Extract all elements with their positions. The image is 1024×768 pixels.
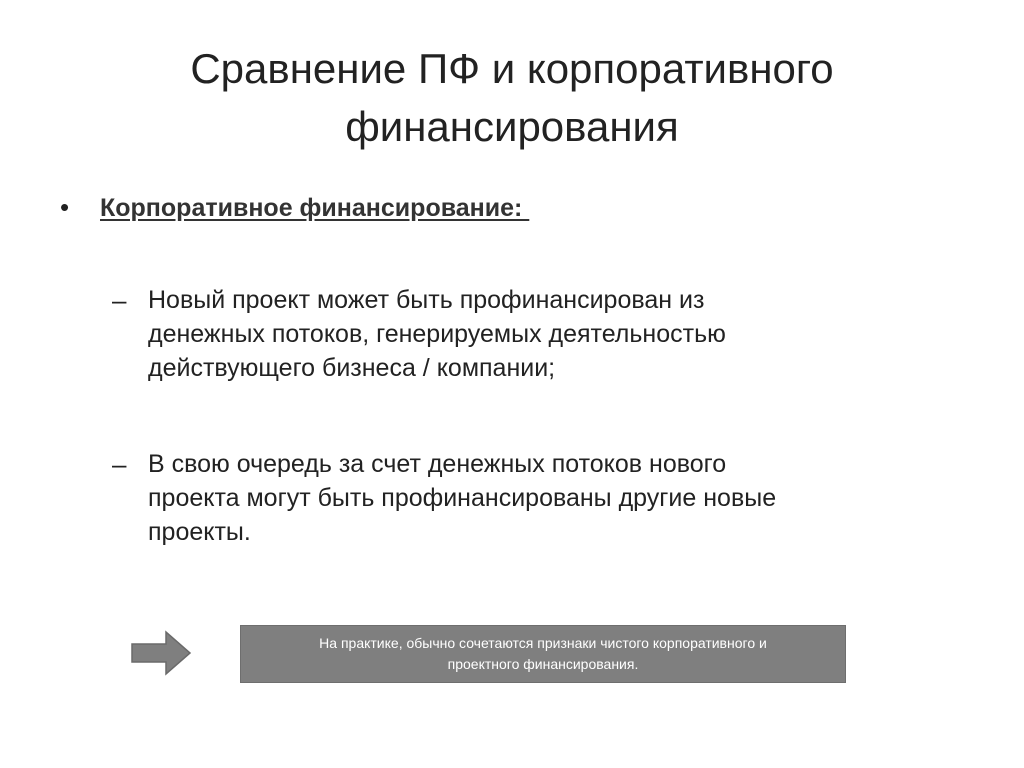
note-line: проектного финансирования.: [447, 656, 639, 672]
note-line: На практике, обычно сочетаются признаки чистого корпоративного и: [319, 635, 767, 651]
slide-title: [100, 40, 924, 156]
sub-item-line: действующего бизнеса / компании;: [148, 354, 556, 382]
arrow-right-icon: [130, 630, 192, 676]
dash-symbol: –: [112, 449, 127, 479]
sub-item-line: В свою очередь за счет денежных потоков нового: [148, 450, 727, 478]
sub-item-line: проекта могут быть профинансированы другие новые: [148, 484, 777, 512]
sub-item-text: [148, 447, 948, 549]
sub-item-line: Новый проект может быть профинансирован из: [148, 286, 705, 314]
slide-title-line: финансирования: [345, 103, 679, 150]
bullet-heading: Корпоративное финансирование:: [100, 194, 530, 222]
note-box: [240, 625, 846, 683]
slide-title-line: Сравнение ПФ и корпоративного: [190, 45, 834, 92]
dash-symbol: –: [112, 285, 127, 315]
bullet-item: [60, 190, 960, 230]
arrow-right-icon-shape: [132, 632, 190, 674]
sub-item-text: [148, 283, 948, 385]
sub-item-line: денежных потоков, генерируемых деятельностью: [148, 320, 726, 348]
bullet-symbol: •: [60, 192, 70, 222]
sub-item-line: проекты.: [148, 518, 251, 546]
